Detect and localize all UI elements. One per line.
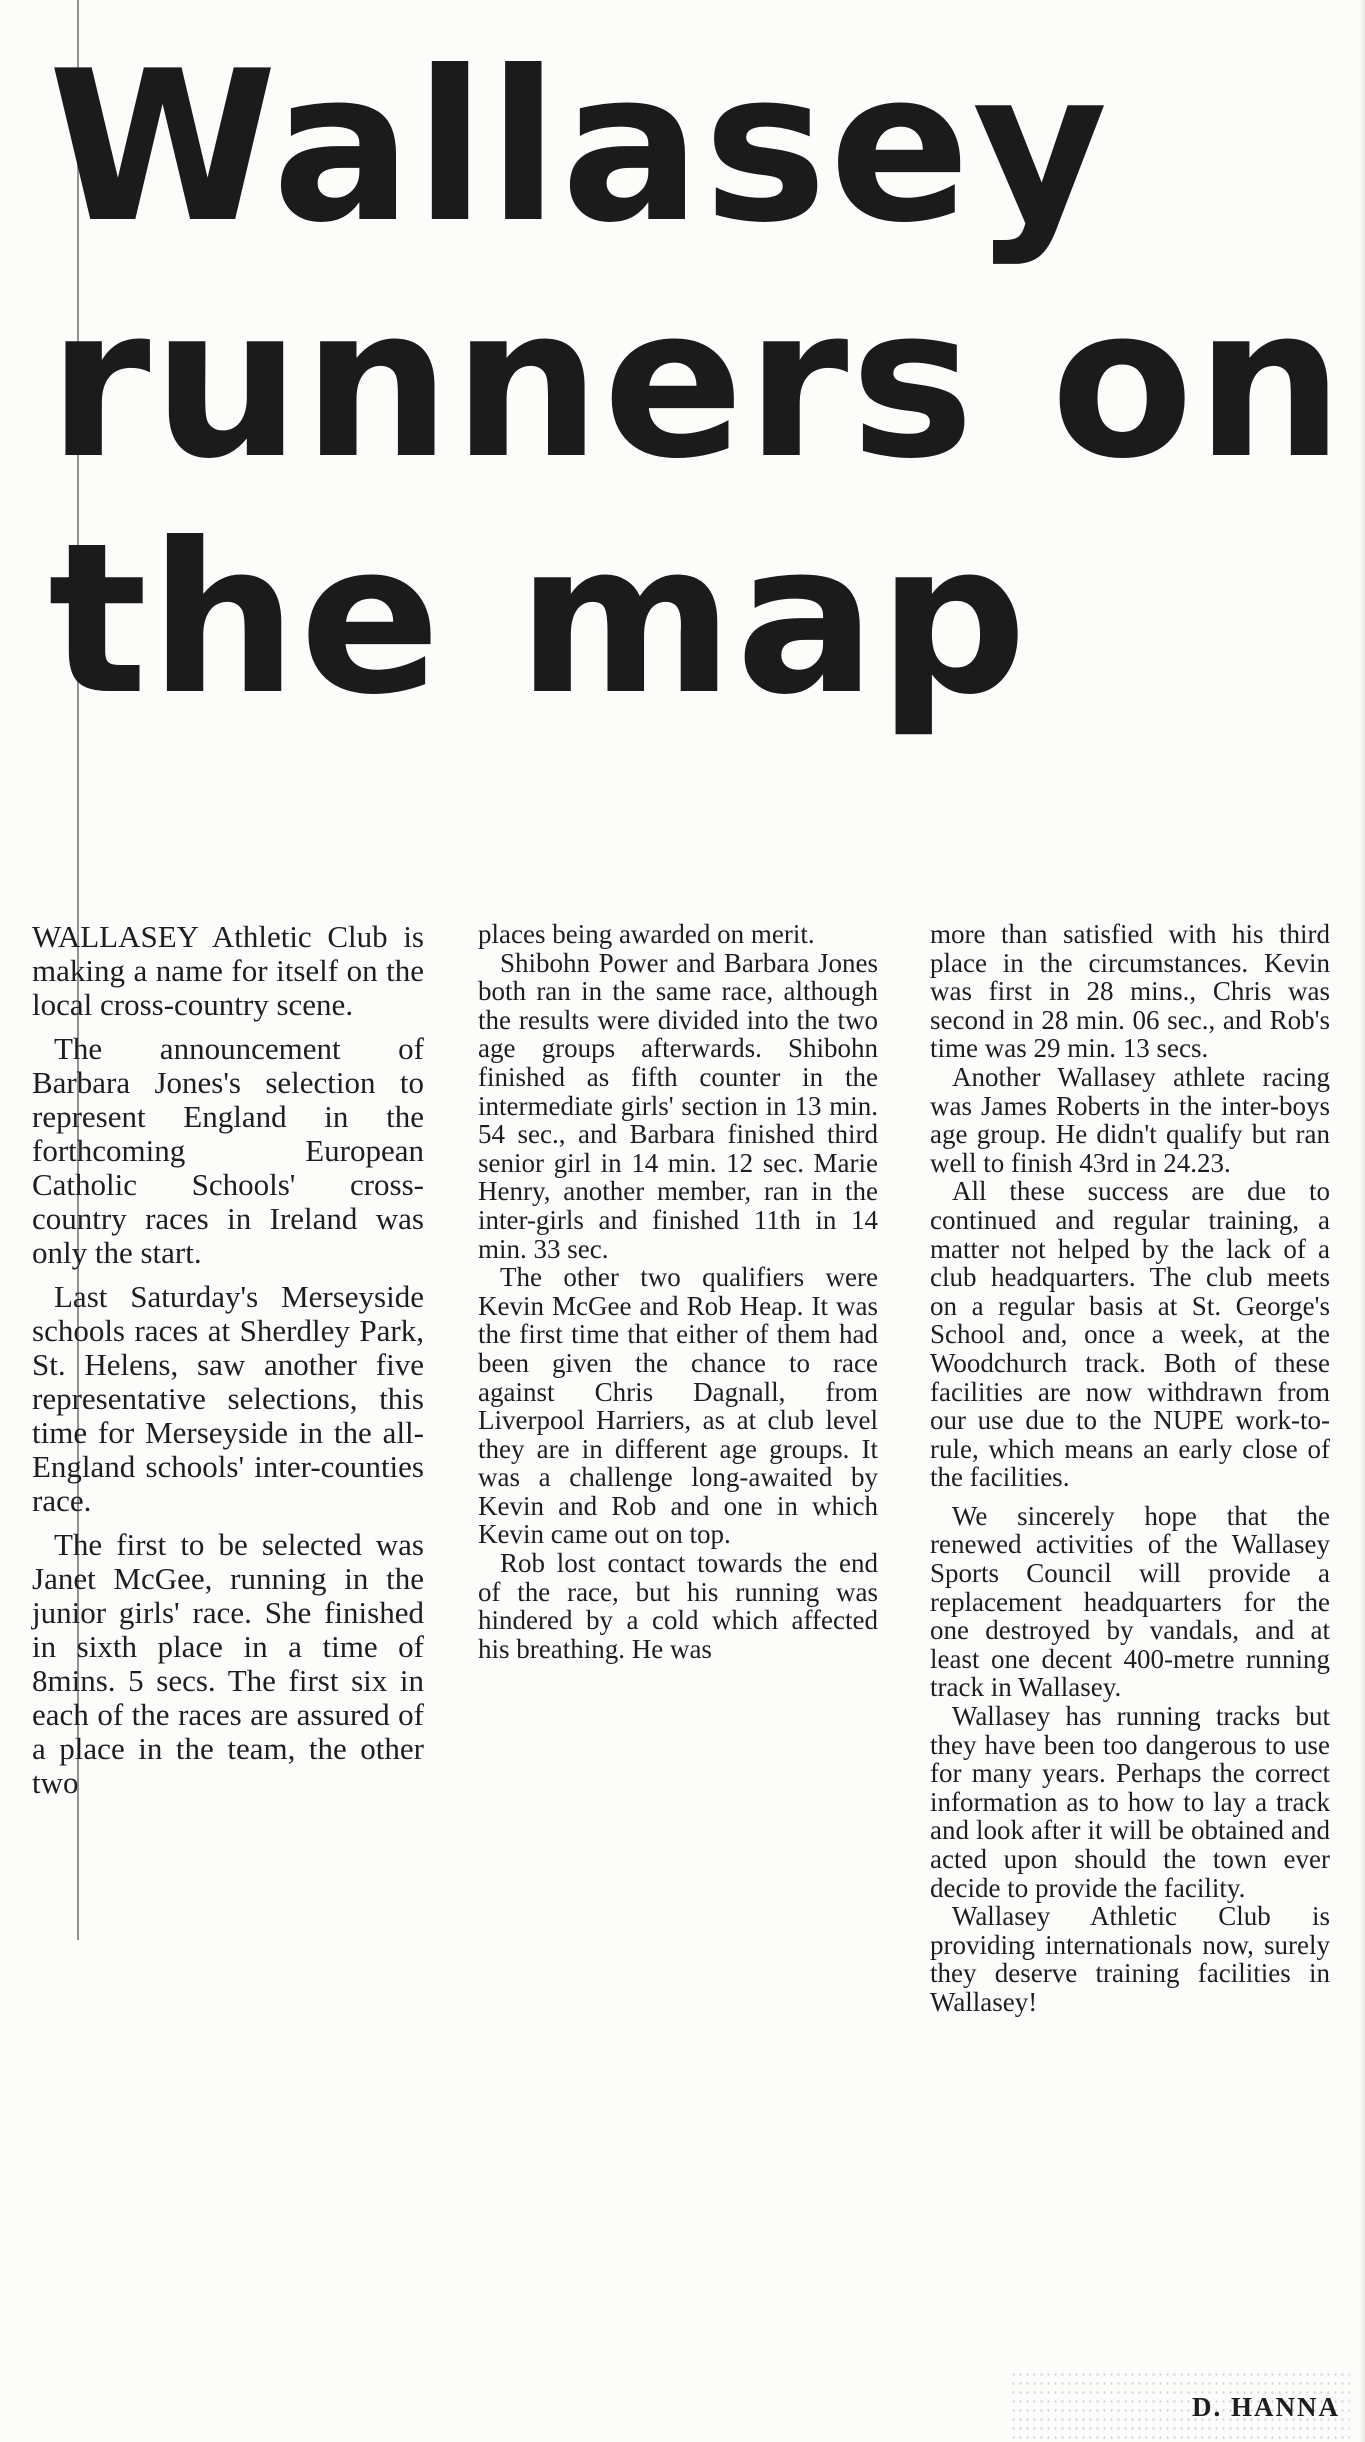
article-paragraph: Shibohn Power and Barbara Jones both ran in the same race, although the results were divided into the two age groups afterwards. Shibohn finished as fifth counter in the intermediate girls' section in 13 min. 54 sec., and Barbara finished third senior girl in 14 min. 12 sec. Marie Henry, another member, ran in the inter-girls and finished 11th in 14 min. 33 sec. xyxy=(478,947,878,1264)
article-column-2 xyxy=(478,920,878,1663)
byline: D. HANNA xyxy=(1192,2392,1340,2422)
headline-line-2: runners on xyxy=(48,263,1346,505)
article-paragraph: Wallasey Athletic Club is providing internationals now, surely they deserve training facilities in Wallasey! xyxy=(930,1901,1330,2017)
article-paragraph: Wallasey has running tracks but they have been too dangerous to use for many years. Perhaps the correct information as to how to lay a track and look after it will be obtained and acted upon should the town ever decide to provide the facility. xyxy=(930,1701,1330,1903)
article-paragraph: We sincerely hope that the renewed activities of the Wallasey Sports Council will provide a replacement headquarters for the one destroyed by vandals, and at least one decent 400-metre running track in Wallasey. xyxy=(930,1500,1330,1703)
headline xyxy=(48,27,1346,741)
article-paragraph: The announcement of Barbara Jones's selection to represent England in the forthcoming European Catholic Schools' cross-country races in Ireland was only the start. xyxy=(32,1031,424,1270)
article-paragraph: Another Wallasey athlete racing was James Roberts in the inter-boys age group. He didn't qualify but ran well to finish 43rd in 24.23. xyxy=(930,1061,1330,1178)
article-paragraph: places being awarded on merit. xyxy=(478,919,815,949)
article-paragraph: more than satisfied with his third place in the circumstances. Kevin was first in 28 mins., Chris was second in 28 min. 06 sec., and Rob's time was 29 min. 13 secs. xyxy=(930,919,1330,1064)
article-paragraph: All these success are due to continued and regular training, a matter not helped by the lack of a club headquarters. The club meets on a regular basis at St. George's School and, once a week, at the Woodchurch track. Both of these facilities are now withdrawn from our use due to the NUPE work-to-rule, which means an early close of the facilities. xyxy=(930,1176,1330,1493)
article-paragraph: The other two qualifiers were Kevin McGee and Rob Heap. It was the first time that either of them had been given the chance to race against Chris Dagnall, from Liverpool Harriers, as at club level they are in different age groups. It was a challenge long-awaited by Kevin and Rob and one in which Kevin came out on top. xyxy=(478,1262,878,1550)
article-paragraph: The first to be selected was Janet McGee, running in the junior girls' race. She finished in sixth place in a time of 8mins. 5 secs. The first six in each of the races are assured of a place in the team, the other two xyxy=(32,1527,424,1800)
article-paragraph: Rob lost contact towards the end of the race, but his running was hindered by a cold which affected his breathing. He was xyxy=(478,1548,878,1664)
article-paragraph: Last Saturday's Merseyside schools races at Sherdley Park, St. Helens, saw another five representative selections, this time for Merseyside in the all-England schools' inter-counties race. xyxy=(32,1279,424,1518)
article-paragraph: WALLASEY Athletic Club is making a name for itself on the local cross-country scene. xyxy=(32,919,424,1022)
headline-line-3: the map xyxy=(48,499,1029,741)
paper-edge xyxy=(1359,0,1365,2442)
headline-line-1: Wallasey xyxy=(48,27,1110,269)
article-column-1 xyxy=(32,920,424,1810)
article-column-3 xyxy=(930,920,1330,2017)
